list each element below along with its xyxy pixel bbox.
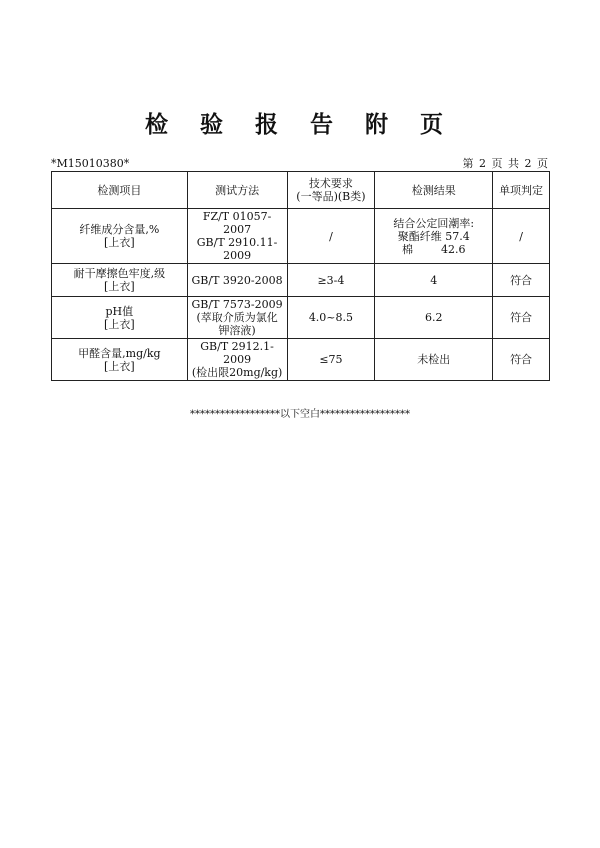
item-sample: [上衣]	[104, 236, 135, 249]
item-name: 纤维成分含量,%	[79, 223, 160, 236]
report-title: 检 验 报 告 附 页	[144, 111, 456, 138]
cell-method	[187, 297, 287, 339]
cell-requirement: ≤75	[287, 339, 375, 381]
header-requirement-line2: (一等品)(B类)	[296, 190, 366, 203]
cell-item	[52, 264, 188, 297]
header-result: 检测结果	[375, 172, 493, 209]
table-header-row	[52, 172, 550, 209]
item-name: 耐干摩擦色牢度,级	[73, 267, 166, 280]
cell-item	[52, 339, 188, 381]
result-line: 聚酯纤维 57.4	[397, 229, 470, 243]
header-requirement-line1: 技术要求	[308, 177, 353, 190]
cell-requirement: 4.0~8.5	[287, 297, 375, 339]
cell-result	[375, 209, 493, 264]
cell-requirement: ≥3-4	[287, 264, 375, 297]
result-line: 棉 42.6	[402, 242, 466, 256]
method-line: GB/T 2910.11-2009	[196, 236, 278, 262]
test-results-table	[51, 171, 550, 381]
header-judgement: 单项判定	[493, 172, 550, 209]
report-id: *M15010380*	[51, 157, 130, 170]
table-row	[52, 297, 550, 339]
table-row	[52, 264, 550, 297]
method-line: (萃取介质为氯化	[196, 311, 278, 324]
cell-requirement: /	[287, 209, 375, 264]
cell-item	[52, 297, 188, 339]
cell-judgement: 符合	[493, 339, 550, 381]
cell-method: GB/T 3920-2008	[187, 264, 287, 297]
item-name: 甲醛含量,mg/kg	[78, 346, 161, 360]
method-line: FZ/T 01057-2007	[202, 210, 272, 236]
page-indicator: 第 2 页 共 2 页	[462, 157, 549, 170]
cell-judgement: 符合	[493, 264, 550, 297]
item-sample: [上衣]	[104, 317, 135, 331]
cell-method	[187, 339, 287, 381]
item-sample: [上衣]	[104, 280, 135, 293]
header-test-item: 检测项目	[52, 172, 188, 209]
method-line: 钾溶液)	[218, 324, 256, 337]
table-row	[52, 209, 550, 264]
cell-judgement: 符合	[493, 297, 550, 339]
method-line: (检出限20mg/kg)	[191, 366, 283, 379]
item-sample: [上衣]	[104, 359, 135, 373]
cell-item	[52, 209, 188, 264]
header-requirement	[287, 172, 375, 209]
cell-result: 6.2	[375, 297, 493, 339]
cell-result: 未检出	[375, 339, 493, 381]
cell-judgement: /	[493, 209, 550, 264]
header-test-method: 测试方法	[187, 172, 287, 209]
item-name: pH值	[105, 304, 134, 318]
method-line: GB/T 7573-2009	[191, 298, 283, 311]
result-line: 结合公定回潮率:	[393, 216, 475, 230]
table-row	[52, 339, 550, 381]
end-of-content-note: ******************以下空白******************	[190, 409, 410, 420]
method-line: GB/T 2912.1-2009	[200, 340, 274, 366]
cell-result: 4	[375, 264, 493, 297]
cell-method	[187, 209, 287, 264]
